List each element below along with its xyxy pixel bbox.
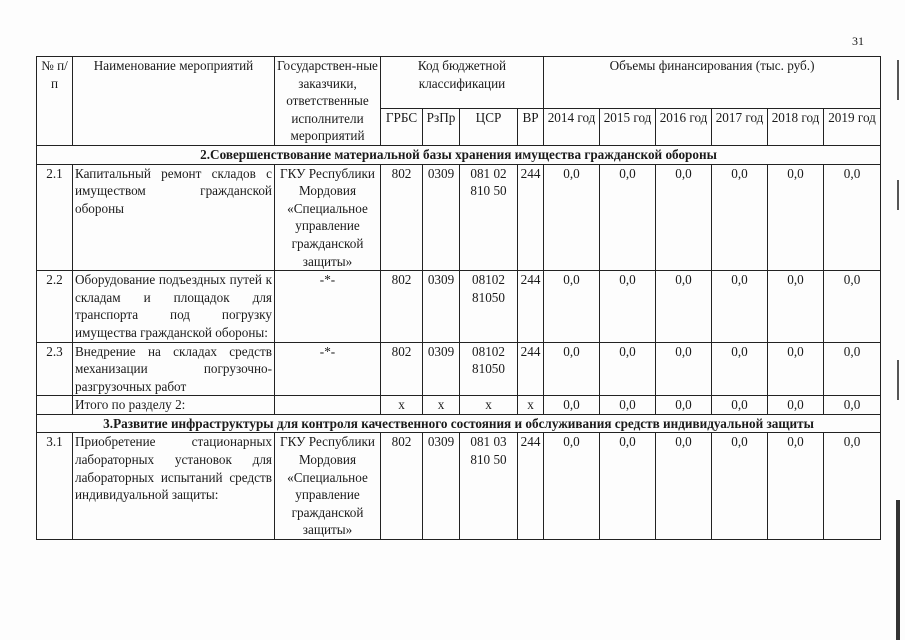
row-value: 0,0 xyxy=(656,271,712,342)
row-vr: 244 xyxy=(518,342,544,396)
row-customer: -*- xyxy=(275,342,381,396)
row-vr: 244 xyxy=(518,164,544,271)
row-value: 0,0 xyxy=(544,433,600,540)
total-value: 0,0 xyxy=(768,396,824,415)
header-year: 2019 год xyxy=(824,109,881,146)
row-value: 0,0 xyxy=(600,433,656,540)
section-title: 2.Совершенствование материальной базы хранения имущества гражданской обороны xyxy=(37,145,881,164)
row-num: 2.3 xyxy=(37,342,73,396)
table-row xyxy=(37,164,881,271)
row-value: 0,0 xyxy=(768,164,824,271)
row-rzpr: 0309 xyxy=(423,271,460,342)
section-title: 3.Развитие инфраструктуры для контроля качественного состояния и обслуживания средств индивидуальной защиты xyxy=(37,414,881,433)
row-value: 0,0 xyxy=(712,164,768,271)
total-csr: x xyxy=(460,396,518,415)
row-value: 0,0 xyxy=(656,342,712,396)
table-row xyxy=(37,271,881,342)
row-num: 2.1 xyxy=(37,164,73,271)
row-value: 0,0 xyxy=(656,164,712,271)
row-grbs: 802 xyxy=(381,342,423,396)
total-vr: x xyxy=(518,396,544,415)
row-csr: 081 02 810 50 xyxy=(460,164,518,271)
row-value: 0,0 xyxy=(768,433,824,540)
row-value: 0,0 xyxy=(600,164,656,271)
header-code-group: Код бюджетной классификации xyxy=(381,57,544,109)
row-vr: 244 xyxy=(518,433,544,540)
row-csr: 08102 81050 xyxy=(460,271,518,342)
header-name: Наименование мероприятий xyxy=(73,57,275,146)
row-value: 0,0 xyxy=(768,342,824,396)
row-name: Внедрение на складах средств механизации погрузочно-разгрузочных работ xyxy=(73,342,275,396)
row-customer: ГКУ Республики Мордовия «Специальное управление гражданской защиты» xyxy=(275,164,381,271)
row-customer: ГКУ Республики Мордовия «Специальное управление гражданской защиты» xyxy=(275,433,381,540)
total-value: 0,0 xyxy=(600,396,656,415)
row-value: 0,0 xyxy=(824,342,881,396)
header-year: 2015 год xyxy=(600,109,656,146)
row-value: 0,0 xyxy=(600,342,656,396)
row-num: 3.1 xyxy=(37,433,73,540)
header-year: 2017 год xyxy=(712,109,768,146)
row-rzpr: 0309 xyxy=(423,164,460,271)
total-value: 0,0 xyxy=(656,396,712,415)
scan-edge-artifact xyxy=(893,60,905,640)
section-row xyxy=(37,145,881,164)
row-grbs: 802 xyxy=(381,433,423,540)
row-value: 0,0 xyxy=(600,271,656,342)
row-value: 0,0 xyxy=(768,271,824,342)
header-customer: Государствен-ные заказчики, ответственные исполнители мероприятий xyxy=(275,57,381,146)
row-value: 0,0 xyxy=(544,164,600,271)
row-value: 0,0 xyxy=(712,271,768,342)
header-grbs: ГРБС xyxy=(381,109,423,146)
header-csr: ЦСР xyxy=(460,109,518,146)
total-num-cell xyxy=(37,396,73,415)
row-num: 2.2 xyxy=(37,271,73,342)
total-value: 0,0 xyxy=(544,396,600,415)
total-customer-cell xyxy=(275,396,381,415)
row-name: Приобретение стационарных лабораторных установок для лабораторных испытаний средств индивидуальной защиты: xyxy=(73,433,275,540)
row-grbs: 802 xyxy=(381,164,423,271)
header-year: 2018 год xyxy=(768,109,824,146)
header-finance-group: Объемы финансирования (тыс. руб.) xyxy=(544,57,881,109)
row-rzpr: 0309 xyxy=(423,342,460,396)
row-rzpr: 0309 xyxy=(423,433,460,540)
row-value: 0,0 xyxy=(544,271,600,342)
row-name: Оборудование подъездных путей к складам и площадок для транспорта под погрузку имущества гражданской обороны: xyxy=(73,271,275,342)
header-vr: ВР xyxy=(518,109,544,146)
row-csr: 081 03 810 50 xyxy=(460,433,518,540)
row-value: 0,0 xyxy=(656,433,712,540)
row-value: 0,0 xyxy=(824,164,881,271)
total-rzpr: x xyxy=(423,396,460,415)
row-value: 0,0 xyxy=(824,271,881,342)
row-value: 0,0 xyxy=(544,342,600,396)
header-row xyxy=(37,57,881,109)
header-num: № п/п xyxy=(37,57,73,146)
total-value: 0,0 xyxy=(712,396,768,415)
row-value: 0,0 xyxy=(824,433,881,540)
row-customer: -*- xyxy=(275,271,381,342)
row-csr: 08102 81050 xyxy=(460,342,518,396)
section-row xyxy=(37,414,881,433)
row-value: 0,0 xyxy=(712,433,768,540)
total-grbs: x xyxy=(381,396,423,415)
header-rzpr: РзПр xyxy=(423,109,460,146)
total-row xyxy=(37,396,881,415)
row-vr: 244 xyxy=(518,271,544,342)
table-row xyxy=(37,433,881,540)
row-name: Капитальный ремонт складов с имуществом гражданской обороны xyxy=(73,164,275,271)
header-year: 2016 год xyxy=(656,109,712,146)
total-value: 0,0 xyxy=(824,396,881,415)
page-number: 31 xyxy=(852,34,864,48)
budget-table xyxy=(36,56,881,540)
table-row xyxy=(37,342,881,396)
row-grbs: 802 xyxy=(381,271,423,342)
row-value: 0,0 xyxy=(712,342,768,396)
header-year: 2014 год xyxy=(544,109,600,146)
total-label: Итого по разделу 2: xyxy=(73,396,275,415)
